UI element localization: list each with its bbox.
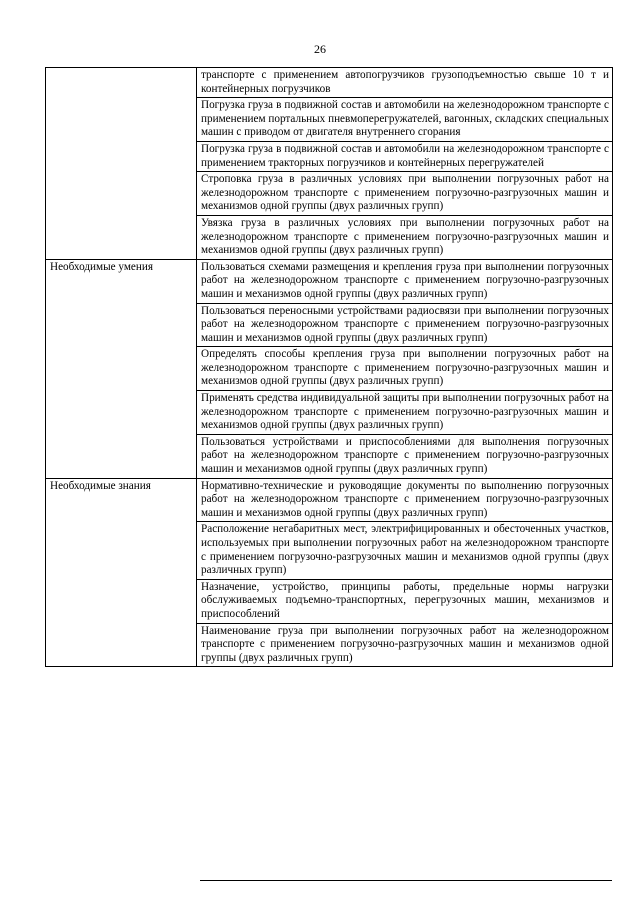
table-row	[46, 68, 613, 98]
table-cell: транспорте с применением автопогрузчиков грузоподъемностью свыше 10 т и контейнерных погрузчиков	[197, 68, 613, 98]
table-cell: Применять средства индивидуальной защиты при выполнении погрузочных работ на железнодорожном транспорте с применением погрузочно-разгрузочных машин и механизмов одной группы (двух различных групп)	[197, 391, 613, 435]
table-cell: Увязка груза в различных условиях при выполнении погрузочных работ на железнодорожном транспорте с применением погрузочно-разгрузочных машин и механизмов одной группы (двух различных групп)	[197, 215, 613, 259]
table-row	[46, 259, 613, 303]
table-cell: Погрузка груза в подвижной состав и автомобили на железнодорожном транспорте с применением тракторных погрузчиков и контейнерных перегружателей	[197, 141, 613, 171]
page-number: 26	[314, 42, 326, 56]
table-cell: Определять способы крепления груза при выполнении погрузочных работ на железнодорожном транспорте с применением погрузочно-разгрузочных машин и механизмов одной группы (двух различных групп)	[197, 347, 613, 391]
table-row	[46, 478, 613, 522]
table-cell: Нормативно-технические и руководящие документы по выполнению погрузочных работ на железнодорожном транспорте с применением погрузочно-разгрузочных машин и механизмов одной группы (двух различных групп)	[197, 478, 613, 522]
footer-rule	[200, 880, 612, 881]
requirements-table	[45, 67, 613, 667]
table-cell: Погрузка груза в подвижной состав и автомобили на железнодорожном транспорте с применением портальных пневмоперегружателей, вагонных, складских специальных машин с приводом от двигателя внутреннего сгорания	[197, 98, 613, 142]
table-cell: Назначение, устройство, принципы работы, предельные нормы нагрузки обслуживаемых подъемно-транспортных, перегрузочных машин, механизмов и приспособлений	[197, 579, 613, 623]
table-cell: Строповка груза в различных условиях при выполнении погрузочных работ на железнодорожном транспорте с применением погрузочно-разгрузочных машин и механизмов одной группы (двух различных групп)	[197, 172, 613, 216]
table-cell: Расположение негабаритных мест, электрифицированных и обесточенных участков, используемых при выполнении погрузочных работ на железнодорожном транспорте с применением погрузочно-разгрузочных машин и механизмов одной группы (двух различных групп)	[197, 522, 613, 579]
table-cell: Наименование груза при выполнении погрузочных работ на железнодорожном транспорте с применением погрузочно-разгрузочных машин и механизмов одной группы (двух различных групп)	[197, 623, 613, 667]
section-label: Необходимые знания	[46, 478, 197, 667]
table-cell: Пользоваться переносными устройствами радиосвязи при выполнении погрузочных работ на железнодорожном транспорте с применением погрузочно-разгрузочных машин и механизмов одной группы (двух различных групп)	[197, 303, 613, 347]
table-cell: Пользоваться схемами размещения и крепления груза при выполнении погрузочных работ на железнодорожном транспорте с применением погрузочно-разгрузочных машин и механизмов одной группы (двух различных групп)	[197, 259, 613, 303]
section-label	[46, 68, 197, 260]
section-label: Необходимые умения	[46, 259, 197, 478]
table-cell: Пользоваться устройствами и приспособлениями для выполнения погрузочных работ на железнодорожном транспорте с применением погрузочно-разгрузочных машин и механизмов одной группы (двух различных групп)	[197, 434, 613, 478]
